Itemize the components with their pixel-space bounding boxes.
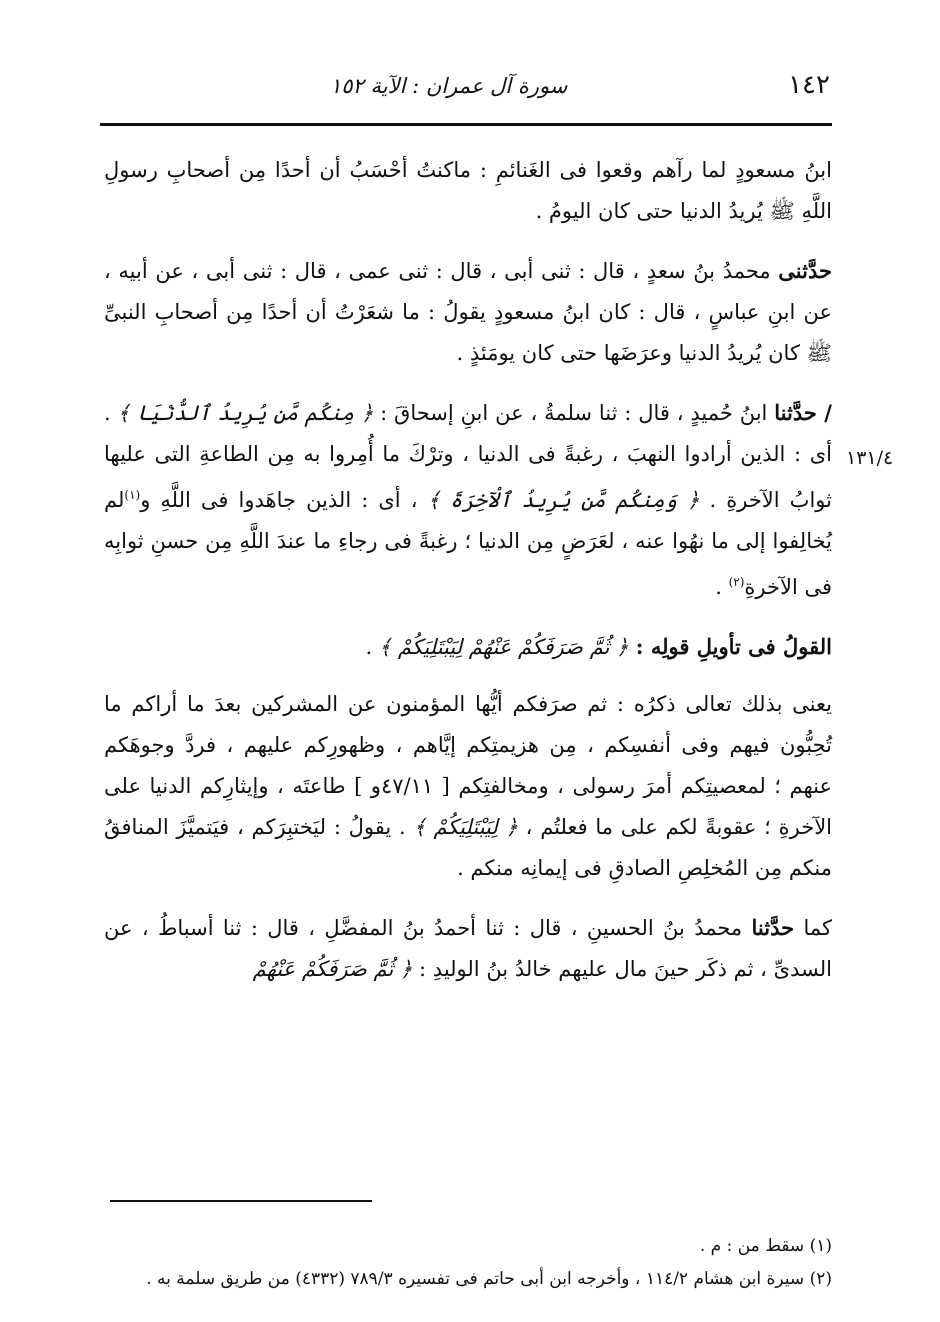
- hadith-lead-word: حدَّثنى: [778, 258, 832, 283]
- section-heading: [104, 626, 832, 668]
- quran-quote: ﴿ ثُمَّ صَرَفَكُمْ عَنْهُمْ: [252, 957, 413, 981]
- running-title: سورة آل عمران : الآية ١٥٢: [330, 74, 568, 98]
- footnote-2: (٢) سيرة ابن هشام ١١٤/٢ ، وأخرجه ابن أبى حاتم فى تفسيره ٧٨٩/٣ (٤٣٣٢) من طريق سلمة به .: [146, 1269, 832, 1289]
- paragraph-5-text: كما: [794, 916, 832, 940]
- paragraph-3-text: . أى : الذين أرادوا النهبَ ، رغبةً فى الدنيا ، وترْكَ ما أُمِروا به مِن الطاعةِ التى عليها ثوابُ الآخرةِ .: [104, 401, 832, 512]
- footnote-rule: [110, 1200, 372, 1202]
- hadith-lead-word: / حدَّثنا: [774, 400, 832, 425]
- paragraph-2-text: محمدُ بنُ سعدٍ ، قال : ثنى أبى ، قال : ثنى عمى ، قال : ثنى أبى ، عن أبيه ، عن ابنِ عباسٍ ، قال : كان ابنُ مسعودٍ يقولُ : ما شعَرْتُ أن أحدًا مِن أصحابِ النبىِّ ﷺ كان يُريدُ الدنيا وعرَضَها حتى كان يومَئذٍ .: [104, 259, 832, 365]
- paragraph-4-text: يعنى بذلك تعالى ذكرُه : ثم صرَفكم أيُّها المؤمنون عن المشركين بعدَ ما أراكم ما تُحِبُّون فيهم وفى أنفسِكم ، مِن هزيمتِكم إيَّاهم ، وظهورِكم عليهم ، فردَّ وجوهَكم عنهم ؛ لمعصيتِكم أمرَ رسولى ، ومخالفتِكم [ ٤٧/١١و ] طاعتَه ، وإيثارِكم الدنيا على الآخرةِ ؛ عقوبةً لكم على ما فعلتُم ،: [104, 692, 832, 839]
- paragraph-3-text: ابنُ حُميدٍ ، قال : ثنا سلمةُ ، عن ابنِ إسحاقَ :: [373, 401, 775, 425]
- header-rule: [100, 123, 832, 126]
- footnote-1: (١) سقط من : م .: [699, 1236, 832, 1256]
- paragraph-3-text: لم يُخالِفوا إلى ما نهُوا عنه ، لعَرَضٍ مِن الدنيا ؛ رغبةً فى رجاءِ ما عندَ اللَّهِ مِن حسنِ ثوابِه فى الآخرةِ: [104, 488, 832, 599]
- paragraph-3-text: .: [715, 575, 729, 599]
- quran-quote: ﴿ ثُمَّ صَرَفَكُمْ عَنْهُمْ لِيَبْتَلِيَكُمْ ﴾: [378, 635, 629, 659]
- hadith-lead-word: حدَّثنا: [751, 915, 795, 940]
- paragraph-1-text: ابنُ مسعودٍ لما رآهم وقعوا فى الغَنائمِ : ماكنتُ أحْسَبُ أن أحدًا مِن أصحابِ رسولِ اللَّهِ ﷺ يُريدُ الدنيا حتى كان اليومُ .: [104, 158, 832, 223]
- page-number: ١٤٢: [788, 70, 830, 100]
- footnote-marker: (٢): [728, 575, 745, 589]
- section-heading-text: القولُ فى تأويلِ قولِه :: [628, 634, 832, 659]
- page-header: [100, 70, 830, 110]
- paragraph-2: [104, 250, 832, 374]
- main-text: [104, 150, 832, 1008]
- margin-reference: ١٣١/٤: [846, 447, 894, 469]
- paragraph-1: [104, 150, 832, 232]
- quran-quote: ﴿ وَمِنكُم مَّن يُرِيدُ ٱلْآخِرَةَ ﴾: [427, 488, 700, 512]
- paragraph-4: [104, 684, 832, 889]
- quran-quote: ﴿ لِيَبْتَلِيَكُمْ ﴾: [413, 815, 518, 839]
- paragraph-3: [104, 392, 832, 608]
- footnotes: [102, 1230, 832, 1296]
- paragraph-5-text: محمدُ بنُ الحسينِ ، قال : ثنا أحمدُ بنُ المفضَّلِ ، قال : ثنا أسباطُ ، عن السدىِّ ، ثم ذكَر حينَ مال عليهم خالدُ بنُ الوليدِ :: [104, 916, 832, 981]
- paragraph-3-text: ، أى : الذين جاهَدوا فى اللَّهِ و: [140, 488, 428, 512]
- quran-quote: ﴿ مِنكُم مَّن يُرِيدُ ٱلدُّنْيَا ﴾: [117, 401, 374, 425]
- footnote-marker: (١): [124, 488, 141, 502]
- paragraph-5: [104, 907, 832, 990]
- paragraph-4-text: . يقولُ : ليَختبِرَكم ، فيَتميَّزَ المنافقُ منكم مِن المُخلِصِ الصادقِ فى إيمانِه منكم .: [104, 815, 832, 880]
- section-heading-end: .: [365, 635, 379, 659]
